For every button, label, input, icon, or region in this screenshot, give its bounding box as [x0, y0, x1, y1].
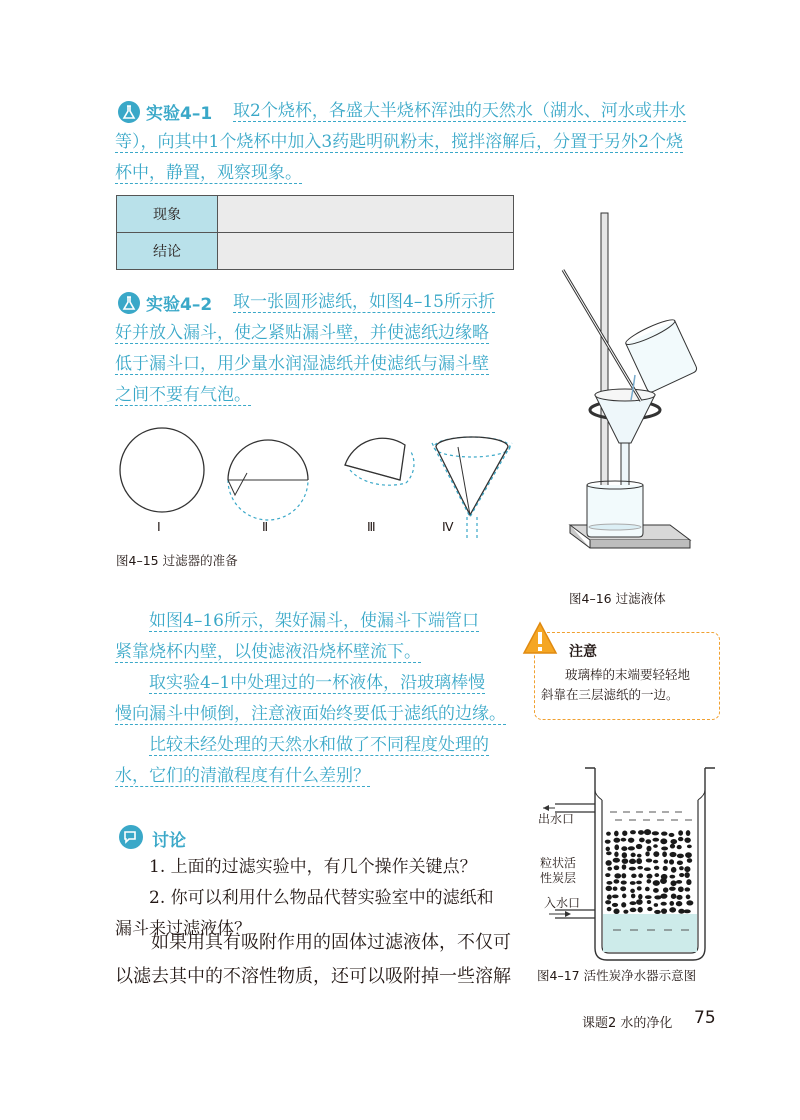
carbon-granule [652, 838, 659, 842]
carbon-granule [653, 860, 658, 864]
carbon-granule [614, 852, 618, 857]
table-value [218, 233, 514, 270]
carbon-granule [637, 886, 642, 890]
carbon-granule [653, 844, 658, 848]
carbon-granule [613, 879, 619, 883]
experiment-4-1-label: 实验4–1 [146, 104, 213, 124]
step-label: Ⅳ [442, 519, 454, 534]
discussion-icon [118, 824, 144, 850]
carbon-granule [605, 840, 611, 844]
note-box [534, 632, 720, 720]
carbon-granule [645, 887, 650, 892]
carbon-granule [623, 910, 628, 914]
carbon-granule [661, 847, 668, 851]
carbon-granule [606, 881, 612, 885]
carbon-granule [686, 895, 691, 900]
carbon-granule [644, 829, 651, 835]
filter-paper-circle [120, 428, 204, 512]
outlet-label: 出水口 [538, 812, 575, 826]
carbon-granule [637, 907, 642, 913]
table-row [117, 196, 514, 233]
carbon-granule [646, 874, 652, 879]
carbon-granule [676, 895, 682, 900]
carbon-granule [629, 859, 636, 864]
carbon-granule [612, 894, 619, 898]
carbon-granule [628, 838, 634, 843]
carbon-granule [621, 881, 627, 885]
observation-table [116, 195, 514, 270]
step-label: Ⅱ [262, 519, 269, 534]
carbon-granule [638, 894, 642, 899]
carbon-granule [636, 858, 642, 864]
discussion-title: 讨论 [152, 831, 186, 851]
experiment-4-2-label: 实验4–2 [146, 295, 213, 315]
carbon-granule [653, 888, 659, 893]
carbon-granule [677, 845, 682, 849]
warning-icon [521, 620, 559, 658]
carbon-granule [654, 910, 661, 914]
carbon-granule [607, 867, 612, 871]
carbon-granule [645, 839, 651, 844]
step-label: Ⅲ [367, 519, 376, 534]
carbon-granule [629, 867, 636, 871]
carbon-granule [669, 887, 676, 891]
carbon-granule [669, 901, 674, 906]
carbon-granule [679, 873, 684, 877]
carbon-granule [654, 873, 659, 877]
carbon-granule [686, 900, 693, 905]
carbon-granule [660, 838, 667, 844]
filtration-apparatus-figure [555, 205, 715, 575]
carbon-granule [660, 878, 667, 884]
carbon-granule [630, 830, 636, 834]
experiment-4-1-text: 取2个烧杯，各盛大半烧杯浑浊的天然水（湖水、河水或井水 等），向其中1个烧杯中加入3药匙明矾粉末，搅拌溶解后，分置于另外2个烧 杯中，静置，观察现象。 [115, 101, 686, 183]
figure-4-17-caption: 图4–17 活性炭净水器示意图 [537, 968, 697, 983]
carbon-granule [628, 846, 635, 850]
table-key: 现象 [117, 196, 218, 233]
discussion-questions: 1. 上面的过滤实验中，有几个操作关键点？ 2. 你可以利用什么物品代替实验室中的滤纸和 漏斗来过滤液体？ [115, 857, 494, 939]
carbon-granule [621, 846, 627, 851]
section-title: 课题2 水的净化 [582, 1016, 673, 1031]
carbon-granule [622, 852, 627, 858]
carbon-granule [684, 872, 689, 878]
carbon-granule [676, 880, 682, 884]
carbon-granule [605, 860, 611, 866]
figure-4-15-caption: 图4–15 过滤器的准备 [116, 553, 238, 568]
carbon-granule [630, 908, 637, 912]
carbon-granule [647, 900, 651, 904]
carbon-granule [636, 899, 643, 905]
carbon-granule [684, 866, 690, 872]
inlet-label: 入水口 [544, 896, 581, 910]
carbon-granule [662, 851, 667, 857]
carbon-granule [669, 875, 675, 879]
carbon-granule [678, 837, 683, 841]
carbon-granule [622, 830, 627, 835]
carbon-granule [631, 894, 635, 899]
carbon-granule [661, 902, 667, 906]
carbon-granule [621, 902, 626, 907]
page-number: 75 [694, 1008, 716, 1028]
procedure-paragraph: 如图4–16所示，架好漏斗，使漏斗下端管口 紧靠烧杯内壁，以使滤液沿烧杯壁流下。 取实验4–1中处理过的一杯液体，沿玻璃棒慢 慢向漏斗中倾倒，注意液面始终要低于滤纸的边缘。 比较未经处理的天然水和做了不同程度处理的 水，它们的清澈程度有什么差别？ [115, 611, 506, 786]
carbon-granule [636, 844, 643, 849]
carbon-granule [613, 838, 620, 843]
carbon-granule [647, 907, 652, 911]
figure-4-16-caption: 图4–16 过滤液体 [569, 591, 666, 606]
carbon-granule [631, 853, 636, 857]
carbon-granule [654, 903, 658, 907]
carbon-granule [636, 881, 642, 885]
carbon-granule [654, 866, 659, 870]
carbon-granule [606, 886, 612, 891]
carbon-granule [663, 887, 668, 892]
carbon-granule [613, 909, 619, 914]
carbon-granule [614, 831, 619, 837]
carbon-granule [676, 901, 683, 906]
carbon-granule [638, 830, 644, 835]
carbon-granule [621, 838, 627, 842]
carbon-granule [637, 854, 642, 858]
carbon-granule [664, 859, 669, 864]
carbon-granule [663, 866, 668, 871]
table-value [218, 196, 514, 233]
carbon-granule [669, 907, 676, 912]
carbon-granule [653, 880, 660, 886]
table-row [117, 233, 514, 270]
carbon-granule [614, 873, 621, 878]
carbon-granule [612, 903, 618, 907]
carbon-granule [669, 852, 676, 857]
carbon-granule [631, 874, 636, 878]
carbon-granule [671, 893, 677, 898]
carbon-granule [605, 900, 611, 904]
carbon-granule [629, 901, 636, 905]
carbon-granule [637, 866, 643, 870]
filter-folding-figure [110, 425, 520, 540]
carbon-granule [647, 879, 652, 883]
note-title: 注意 [569, 644, 597, 660]
carbon-granule [670, 844, 675, 849]
carbon-granule [645, 895, 652, 899]
carbon-granule [606, 851, 612, 855]
carbon-granule [613, 887, 618, 891]
carbon-granule [686, 830, 691, 836]
carbon-granule [661, 832, 667, 836]
carbon-layer-label: 粒状活 性炭层 [540, 856, 577, 885]
carbon-granule [638, 873, 643, 878]
carbon-granule [606, 847, 610, 851]
carbon-granule [687, 845, 692, 849]
carbon-granule [613, 858, 620, 863]
carbon-granule [622, 864, 627, 869]
carbon-granule [645, 851, 649, 856]
carbon-granule [614, 844, 619, 850]
carbon-granule [661, 908, 667, 914]
carbon-granule [630, 889, 635, 893]
carbon-granule [620, 886, 626, 891]
carbon-granule [639, 838, 645, 843]
carbon-granule [614, 865, 620, 870]
carbon-granule [670, 880, 676, 886]
note-text: 玻璃棒的末端要轻轻地 斜靠在三层滤纸的一边。 [541, 667, 691, 702]
carbon-granule [670, 839, 677, 844]
carbon-granule [630, 881, 636, 885]
carbon-granule [679, 866, 684, 870]
carbon-granule [621, 873, 626, 878]
carbon-granule [678, 830, 683, 835]
carbon-granule [687, 858, 692, 863]
carbon-granule [683, 909, 690, 913]
carbon-granule [684, 887, 690, 891]
step-label: I [157, 519, 161, 534]
carbon-granule [678, 886, 684, 892]
carbon-granule [660, 894, 667, 899]
carbon-granule [607, 894, 612, 899]
carbon-granule [622, 894, 626, 899]
carbon-granule [607, 907, 612, 911]
carbon-granule [684, 837, 690, 842]
carbon-granule [669, 833, 675, 837]
carbon-granule [677, 854, 684, 859]
carbon-granule [606, 832, 611, 836]
carbon-granule [685, 852, 692, 858]
carbon-granule [644, 867, 651, 871]
carbon-granule [671, 867, 677, 873]
table-key: 结论 [117, 233, 218, 270]
experiment-4-2-text: 取一张圆形滤纸，如图4–15所示折 好并放入漏斗，使之紧贴漏斗壁，并使滤纸边缘略 低于漏斗口，用少量水润湿滤纸并使滤纸与漏斗壁 之间不要有气泡。 [115, 292, 495, 405]
carbon-granule [677, 860, 683, 865]
body-paragraph: 如果用具有吸附作用的固体过滤液体，不仅可 以滤去其中的不溶性物质，还可以吸附掉一些溶解 [115, 932, 511, 987]
carbon-granule [646, 846, 651, 852]
carbon-granule [652, 831, 659, 835]
carbon-granule [653, 851, 659, 857]
carbon-granule [686, 879, 691, 885]
carbon-granule [646, 858, 652, 862]
carbon-granule [605, 873, 610, 877]
carbon-granule [669, 859, 674, 864]
carbon-granule [622, 858, 629, 863]
